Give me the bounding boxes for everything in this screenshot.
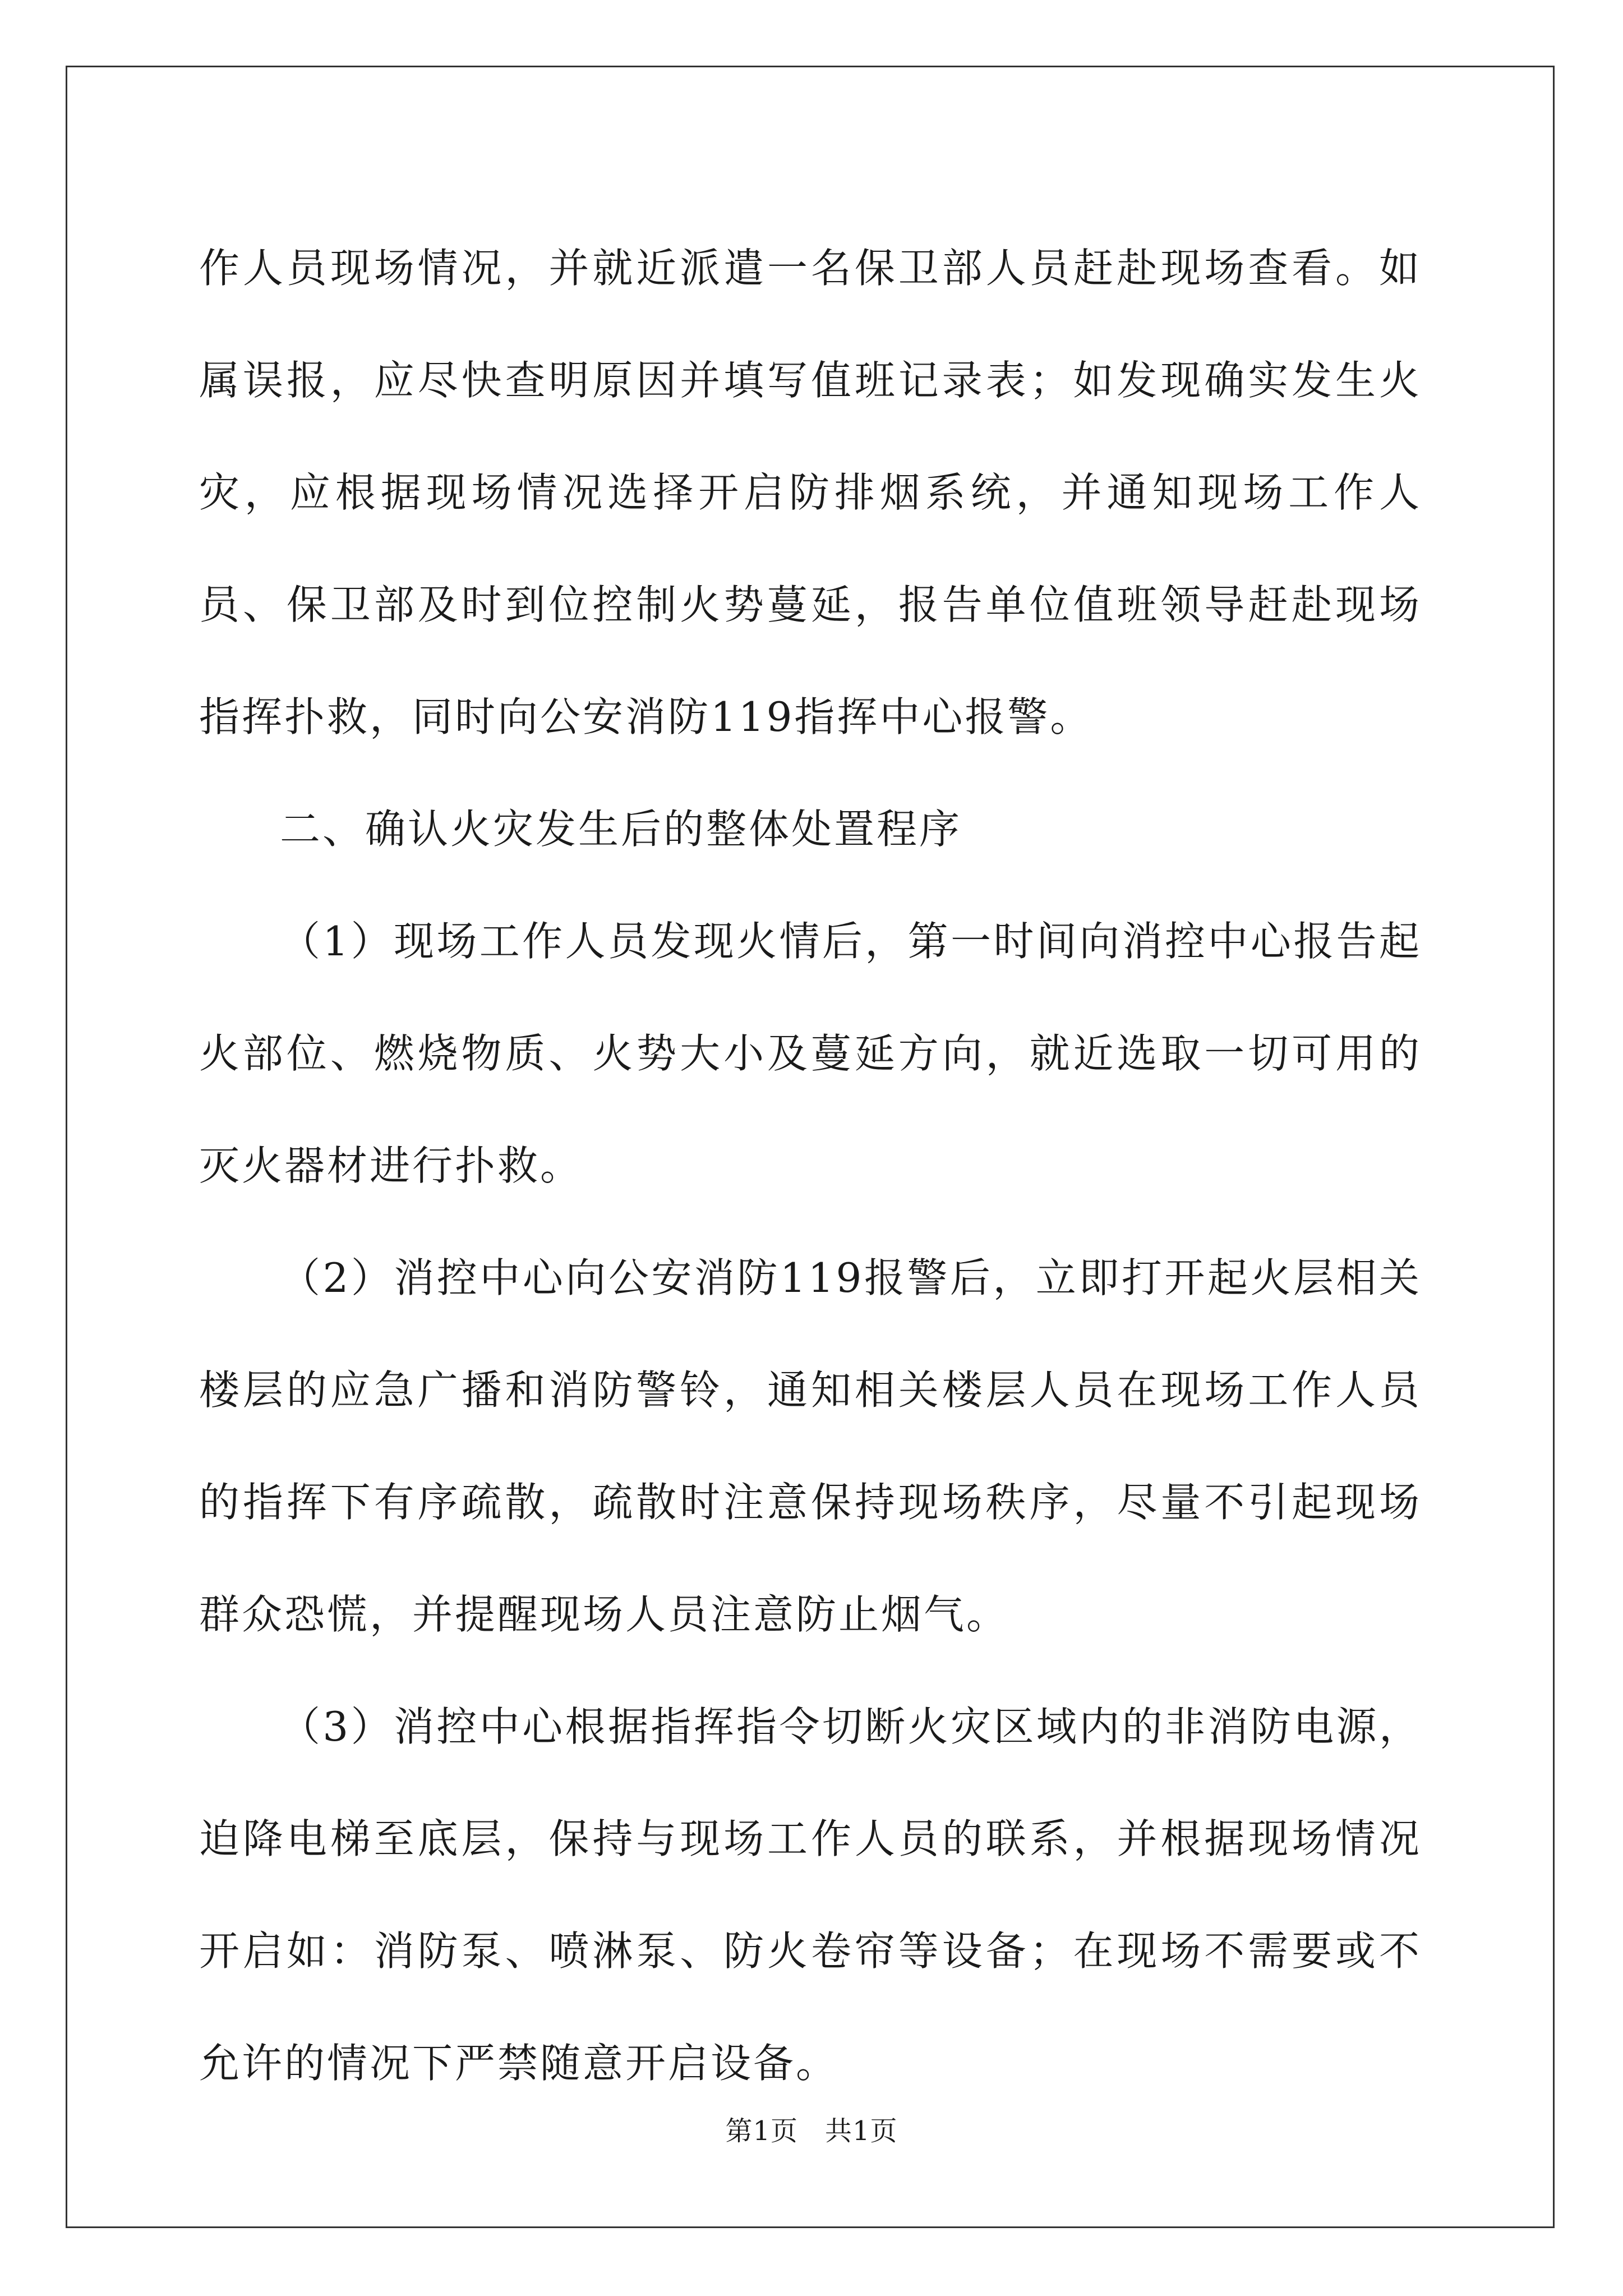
paragraph-item-1: （1）现场工作人员发现火情后，第一时间向消控中心报告起火部位、燃烧物质、火势大小及蔓延方向，就近选取一切可用的灭火器材进行扑救。 <box>199 918 1422 1189</box>
page-footer <box>0 2109 1623 2148</box>
document-body <box>199 212 1422 2119</box>
paragraph-item-3: （3）消控中心根据指挥指令切断火灾区域内的非消防电源，迫降电梯至底层，保持与现场工作人员的联系，并根据现场情况开启如：消防泵、喷淋泵、防火卷帘等设备；在现场不需要或不允许的情况下严禁随意开启设备。 <box>199 1703 1422 2087</box>
page-total: 共1页 <box>825 2115 898 2147</box>
paragraph-continuation: 作人员现场情况，并就近派遣一名保卫部人员赶赴现场查看。如属误报，应尽快查明原因并填写值班记录表；如发现确实发生火灾，应根据现场情况选择开启防排烟系统，并通知现场工作人员、保卫部及时到位控制火势蔓延，报告单位值班领导赶赴现场指挥扑救，同时向公安消防119指挥中心报警。 <box>199 245 1422 740</box>
paragraph-item-2: （2）消控中心向公安消防119报警后，立即打开起火层相关楼层的应急广播和消防警铃，通知相关楼层人员在现场工作人员的指挥下有序疏散，疏散时注意保持现场秩序，尽量不引起现场群众恐慌，并提醒现场人员注意防止烟气。 <box>199 1254 1422 1638</box>
section-heading: 二、确认火灾发生后的整体处置程序 <box>280 806 962 853</box>
page-number: 第1页 <box>725 2115 798 2147</box>
